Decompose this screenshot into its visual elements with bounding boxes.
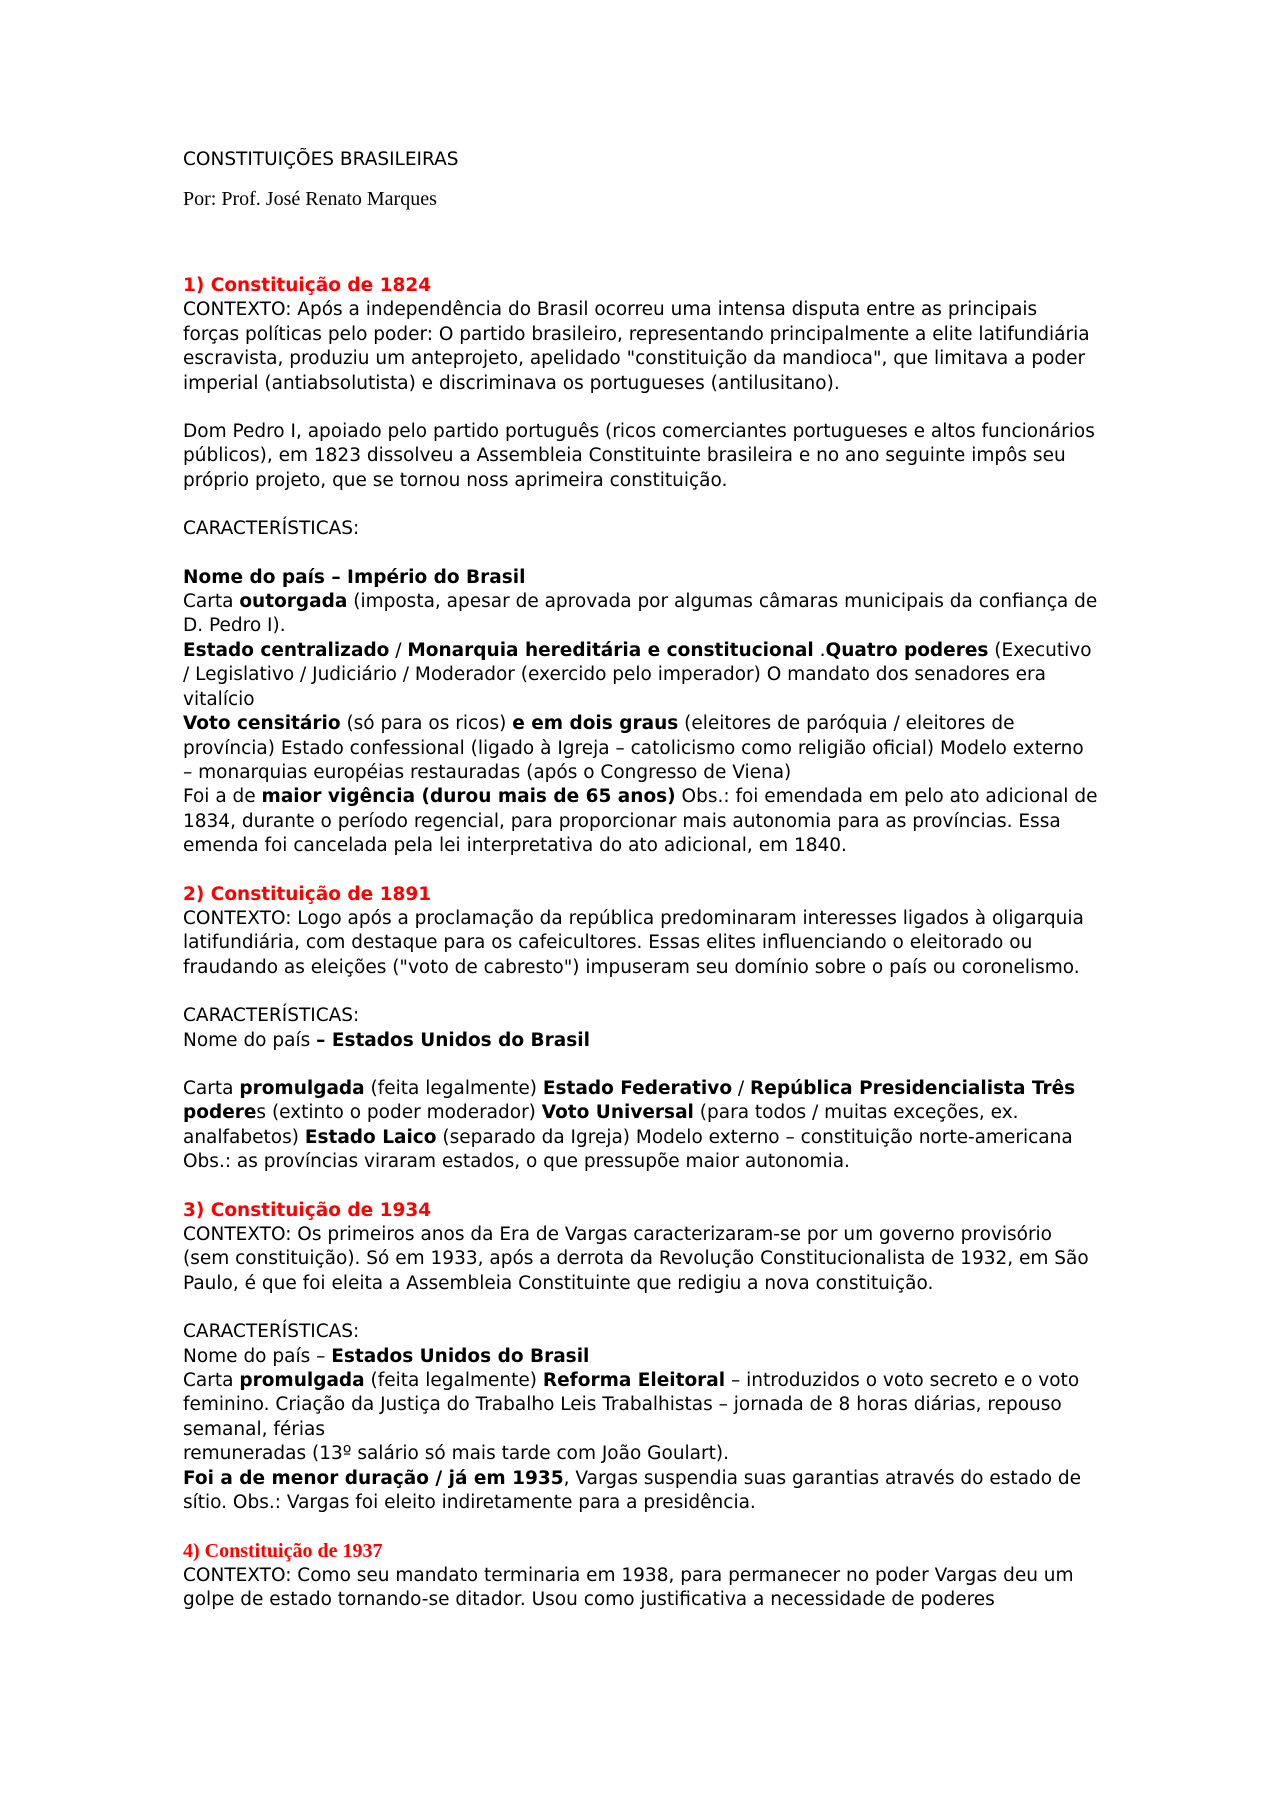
s2-contexto: CONTEXTO: Logo após a proclamação da república predominaram interesses ligados à oligarquia latifundiária, com destaque para os cafeicultores. Essas elites influenciando o eleitorado ou fraudando as eleições ("voto de cabresto") impuseram seu domínio sobre o país ou coronelismo. bbox=[183, 907, 1084, 978]
s1-voto-d: (eleitores de paróquia / eleitores de província) Estado confessional (ligado à Igreja – catolicismo como religião oficial) Modelo externo – monarquias européias restauradas (após o Congresso de Viena) bbox=[183, 713, 1084, 783]
s2-nome-b: – Estados Unidos do Brasil bbox=[316, 1029, 590, 1051]
s2-c6: República Presidencialista Três podere bbox=[183, 1077, 1076, 1124]
s2-nome-pais bbox=[183, 1029, 1098, 1053]
s1-nome-pais-text: Nome do país – Império do Brasil bbox=[183, 566, 526, 588]
s2-c3: (feita legalmente) bbox=[364, 1077, 543, 1099]
s3-nome-pais bbox=[183, 1345, 1098, 1369]
s2-caracteristicas-label: CARACTERÍSTICAS: bbox=[183, 1005, 360, 1027]
s3-d2: , Vargas suspendia suas garantias através do estado de sítio. Obs.: Vargas foi eleito indiretamente para a presidência. bbox=[183, 1467, 1082, 1514]
document-title: CONSTITUIÇÕES BRASILEIRAS bbox=[183, 149, 459, 170]
s2-c2: promulgada bbox=[239, 1077, 365, 1099]
s3-c4: Reforma Eleitoral bbox=[542, 1370, 726, 1392]
s3-nome-a: Nome do país – bbox=[183, 1345, 332, 1367]
s3-carta bbox=[183, 1369, 1098, 1442]
s3-c5: – introduzidos o voto secreto e o voto feminino. Criação da Justiça do Trabalho Leis Trabalhistas – jornada de 8 horas diárias, repouso semanal, férias bbox=[183, 1370, 1080, 1440]
s1-estado-f: (Executivo / Legislativo / Judiciário / Moderador (exercido pelo imperador) O mandato dos senadores era vitalício bbox=[183, 639, 1092, 710]
s3-caracteristicas-label: CARACTERÍSTICAS: bbox=[183, 1321, 360, 1343]
s1-caracteristicas-label: CARACTERÍSTICAS: bbox=[183, 518, 360, 540]
s1-estado bbox=[183, 639, 1098, 712]
document-page bbox=[183, 148, 1098, 1613]
s3-c3: (feita legalmente) bbox=[364, 1370, 543, 1392]
s1-contexto: CONTEXTO: Após a independência do Brasil ocorreu uma intensa disputa entre as principais forças políticas pelo poder: O partido brasileiro, representando principalmente a elite latifundiária escravista, produziu um anteprojeto, apelidado "constituição da mandioca", que limitava a poder imperial (antiabsolutista) e discriminava os portugueses (antilusitano). bbox=[183, 299, 1090, 394]
s1-voto bbox=[183, 712, 1098, 785]
s1-vig-a: Foi a de bbox=[183, 786, 262, 808]
s2-c4: Estado Federativo bbox=[542, 1077, 733, 1099]
s3-nome-b: Estados Unidos do Brasil bbox=[331, 1345, 590, 1367]
section-heading-1891: 2) Constituição de 1891 bbox=[183, 883, 432, 905]
s2-c5: / bbox=[732, 1077, 751, 1099]
s3-d1: Foi a de menor duração / já em 1935 bbox=[183, 1467, 564, 1489]
s1-estado-c: Monarquia hereditária e constitucional bbox=[407, 639, 814, 661]
s1-estado-b: / bbox=[389, 639, 408, 661]
s1-contexto-2: Dom Pedro I, apoiado pelo partido português (ricos comerciantes portugueses e altos funcionários públicos), em 1823 dissolveu a Assembleia Constituinte brasileira e no ano seguinte impôs seu próprio projeto, que se tornou noss aprimeira constituição. bbox=[183, 421, 1095, 491]
s3-duracao bbox=[183, 1467, 1098, 1516]
s1-voto-c: e em dois graus bbox=[512, 713, 679, 735]
s2-c11: (separado da Igreja) Modelo externo – constituição norte-americana Obs.: as províncias viraram estados, o que pressupõe maior autonomia. bbox=[183, 1126, 1073, 1173]
s1-nome-pais bbox=[183, 566, 1098, 590]
s1-vigencia bbox=[183, 785, 1098, 858]
s3-c2: promulgada bbox=[239, 1370, 365, 1392]
s3-remuneradas: remuneradas (13º salário só mais tarde com João Goulart). bbox=[183, 1443, 729, 1465]
section-heading-1934: 3) Constituição de 1934 bbox=[183, 1199, 432, 1221]
s1-vig-c: Obs.: foi emendada em pelo ato adicional de 1834, durante o período regencial, para proporcionar mais autonomia para as províncias. Essa emenda foi cancelada pela lei interpretativa do ato adicional, em 1840. bbox=[183, 786, 1098, 857]
document-author: Por: Prof. José Renato Marques bbox=[183, 188, 437, 210]
s1-carta bbox=[183, 590, 1098, 639]
s1-vig-b: maior vigência (durou mais de 65 anos) bbox=[261, 786, 676, 808]
s2-c1: Carta bbox=[183, 1077, 240, 1099]
s2-c8: Voto Universal bbox=[541, 1102, 694, 1124]
s1-carta-b: outorgada bbox=[239, 591, 348, 613]
s1-voto-a: Voto censitário bbox=[183, 713, 341, 735]
s3-c1: Carta bbox=[183, 1370, 240, 1392]
s4-contexto: CONTEXTO: Como seu mandato terminaria em 1938, para permanecer no poder Vargas deu um golpe de estado tornando-se ditador. Usou como justificativa a necessidade de poderes bbox=[183, 1564, 1074, 1611]
s1-carta-c: (imposta, apesar de aprovada por algumas câmaras municipais da confiança de D. Pedro I). bbox=[183, 591, 1098, 637]
s2-nome-a: Nome do país bbox=[183, 1029, 317, 1051]
s1-carta-a: Carta bbox=[183, 591, 240, 613]
s1-voto-b: (só para os ricos) bbox=[340, 713, 513, 735]
s1-estado-e: Quatro poderes bbox=[825, 639, 989, 661]
s2-c7: s (extinto o poder moderador) bbox=[256, 1102, 542, 1124]
s1-estado-a: Estado centralizado bbox=[183, 639, 390, 661]
section-heading-1937: 4) Constituição de 1937 bbox=[183, 1540, 383, 1563]
s2-c9: (para todos / muitas exceções, ex. analfabetos) bbox=[183, 1102, 1019, 1148]
s2-carta bbox=[183, 1077, 1098, 1175]
s1-estado-d: . bbox=[813, 639, 826, 661]
s3-contexto: CONTEXTO: Os primeiros anos da Era de Vargas caracterizaram-se por um governo provisório (sem constituição). Só em 1933, após a derrota da Revolução Constitucionalista de 1932, em São Paulo, é que foi eleita a Assembleia Constituinte que redigiu a nova constituição. bbox=[183, 1224, 1089, 1294]
s2-c10: Estado Laico bbox=[304, 1126, 437, 1148]
section-heading-1824: 1) Constituição de 1824 bbox=[183, 275, 432, 296]
